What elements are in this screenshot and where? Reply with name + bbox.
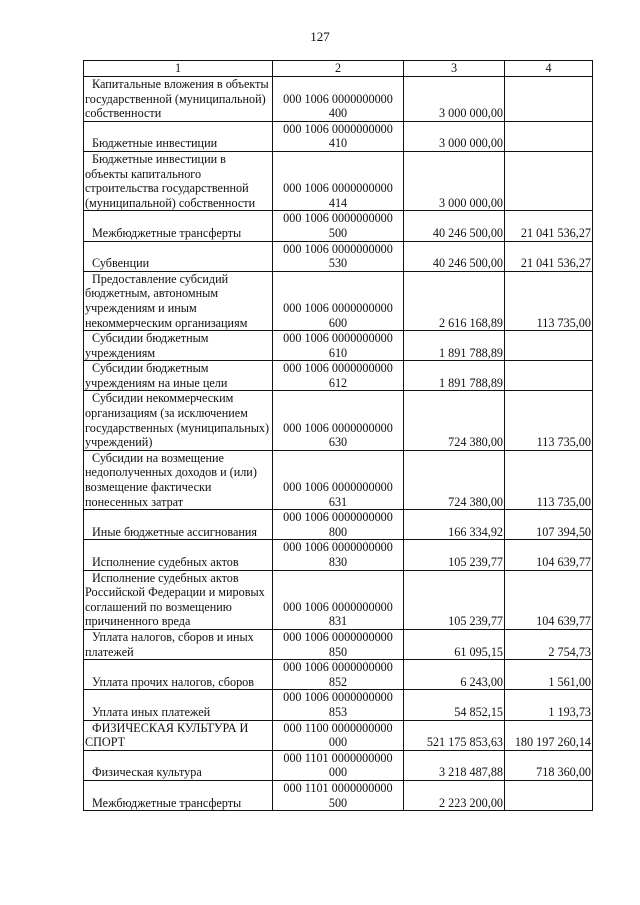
row-value-3: 61 095,15	[404, 629, 505, 659]
row-name: Бюджетные инвестиции	[84, 121, 273, 151]
row-value-3: 105 239,77	[404, 540, 505, 570]
row-value-4: 107 394,50	[505, 510, 593, 540]
table-row	[84, 361, 593, 391]
table-row	[84, 660, 593, 690]
row-code: 000 1006 0000000000 830	[273, 540, 404, 570]
table-row	[84, 450, 593, 509]
row-code: 000 1006 0000000000 850	[273, 629, 404, 659]
row-code: 000 1100 0000000000 000	[273, 720, 404, 750]
page-number: 127	[310, 29, 330, 44]
row-value-3: 2 616 168,89	[404, 271, 505, 330]
row-value-3: 40 246 500,00	[404, 211, 505, 241]
row-value-4: 1 193,73	[505, 690, 593, 720]
row-code: 000 1006 0000000000 600	[273, 271, 404, 330]
row-value-3: 3 000 000,00	[404, 121, 505, 151]
row-value-3: 40 246 500,00	[404, 241, 505, 271]
table-row	[84, 391, 593, 450]
row-code: 000 1006 0000000000 400	[273, 77, 404, 122]
row-name: Уплата налогов, сборов и иных платежей	[84, 629, 273, 659]
column-header: 1	[84, 61, 273, 77]
row-code: 000 1006 0000000000 831	[273, 570, 404, 629]
row-code: 000 1101 0000000000 500	[273, 780, 404, 810]
row-value-4: 21 041 536,27	[505, 241, 593, 271]
row-code: 000 1006 0000000000 610	[273, 331, 404, 361]
row-value-4: 113 735,00	[505, 450, 593, 509]
row-code: 000 1006 0000000000 853	[273, 690, 404, 720]
row-value-3: 166 334,92	[404, 510, 505, 540]
row-value-3: 105 239,77	[404, 570, 505, 629]
row-name: Уплата иных платежей	[84, 690, 273, 720]
row-value-3: 2 223 200,00	[404, 780, 505, 810]
row-name: Межбюджетные трансферты	[84, 780, 273, 810]
row-value-3: 3 218 487,88	[404, 750, 505, 780]
row-name: Исполнение судебных актов Российской Федерации и мировых соглашений по возмещению причиненного вреда	[84, 570, 273, 629]
row-value-4	[505, 151, 593, 210]
row-value-4: 2 754,73	[505, 629, 593, 659]
table-row	[84, 121, 593, 151]
table-row	[84, 510, 593, 540]
row-value-4	[505, 780, 593, 810]
row-value-4: 113 735,00	[505, 391, 593, 450]
table-row	[84, 151, 593, 210]
row-name: Субсидии некоммерческим организациям (за исключением государственных (муниципальных) учреждений)	[84, 391, 273, 450]
table-row	[84, 211, 593, 241]
table-row	[84, 720, 593, 750]
row-name: Субсидии бюджетным учреждениям на иные цели	[84, 361, 273, 391]
table-header-row	[84, 61, 593, 77]
column-header: 2	[273, 61, 404, 77]
table-row	[84, 271, 593, 330]
row-value-4: 21 041 536,27	[505, 211, 593, 241]
row-code: 000 1006 0000000000 800	[273, 510, 404, 540]
row-value-4: 1 561,00	[505, 660, 593, 690]
row-code: 000 1006 0000000000 612	[273, 361, 404, 391]
row-code: 000 1006 0000000000 410	[273, 121, 404, 151]
row-value-4: 113 735,00	[505, 271, 593, 330]
row-name: ФИЗИЧЕСКАЯ КУЛЬТУРА И СПОРТ	[84, 720, 273, 750]
row-value-3: 54 852,15	[404, 690, 505, 720]
row-name: Иные бюджетные ассигнования	[84, 510, 273, 540]
row-value-4	[505, 77, 593, 122]
row-code: 000 1006 0000000000 530	[273, 241, 404, 271]
row-value-3: 3 000 000,00	[404, 151, 505, 210]
row-value-4	[505, 331, 593, 361]
row-value-3: 521 175 853,63	[404, 720, 505, 750]
table-row	[84, 331, 593, 361]
row-value-4	[505, 121, 593, 151]
table-row	[84, 750, 593, 780]
row-name: Физическая культура	[84, 750, 273, 780]
row-name: Межбюджетные трансферты	[84, 211, 273, 241]
row-code: 000 1006 0000000000 500	[273, 211, 404, 241]
row-code: 000 1006 0000000000 414	[273, 151, 404, 210]
row-name: Уплата прочих налогов, сборов	[84, 660, 273, 690]
row-value-4: 718 360,00	[505, 750, 593, 780]
row-code: 000 1006 0000000000 631	[273, 450, 404, 509]
row-name: Бюджетные инвестиции в объекты капитального строительства государственной (муниципальной) собственности	[84, 151, 273, 210]
row-value-3: 1 891 788,89	[404, 331, 505, 361]
row-value-4: 180 197 260,14	[505, 720, 593, 750]
row-code: 000 1006 0000000000 852	[273, 660, 404, 690]
row-name: Субсидии бюджетным учреждениям	[84, 331, 273, 361]
column-header: 4	[505, 61, 593, 77]
row-name: Капитальные вложения в объекты государственной (муниципальной) собственности	[84, 77, 273, 122]
table-row	[84, 690, 593, 720]
row-value-4: 104 639,77	[505, 540, 593, 570]
column-header: 3	[404, 61, 505, 77]
row-name: Предоставление субсидий бюджетным, автономным учреждениям и иным некоммерческим организациям	[84, 271, 273, 330]
table-row	[84, 570, 593, 629]
row-value-4	[505, 361, 593, 391]
table-row	[84, 540, 593, 570]
row-name: Исполнение судебных актов	[84, 540, 273, 570]
row-value-3: 724 380,00	[404, 450, 505, 509]
row-code: 000 1006 0000000000 630	[273, 391, 404, 450]
row-value-3: 6 243,00	[404, 660, 505, 690]
row-value-3: 3 000 000,00	[404, 77, 505, 122]
row-value-3: 724 380,00	[404, 391, 505, 450]
table-row	[84, 629, 593, 659]
row-code: 000 1101 0000000000 000	[273, 750, 404, 780]
row-value-4: 104 639,77	[505, 570, 593, 629]
budget-table	[83, 60, 593, 811]
row-name: Субвенции	[84, 241, 273, 271]
table-row	[84, 77, 593, 122]
row-value-3: 1 891 788,89	[404, 361, 505, 391]
table-row	[84, 780, 593, 810]
table-row	[84, 241, 593, 271]
row-name: Субсидии на возмещение недополученных доходов и (или) возмещение фактически понесенных затрат	[84, 450, 273, 509]
